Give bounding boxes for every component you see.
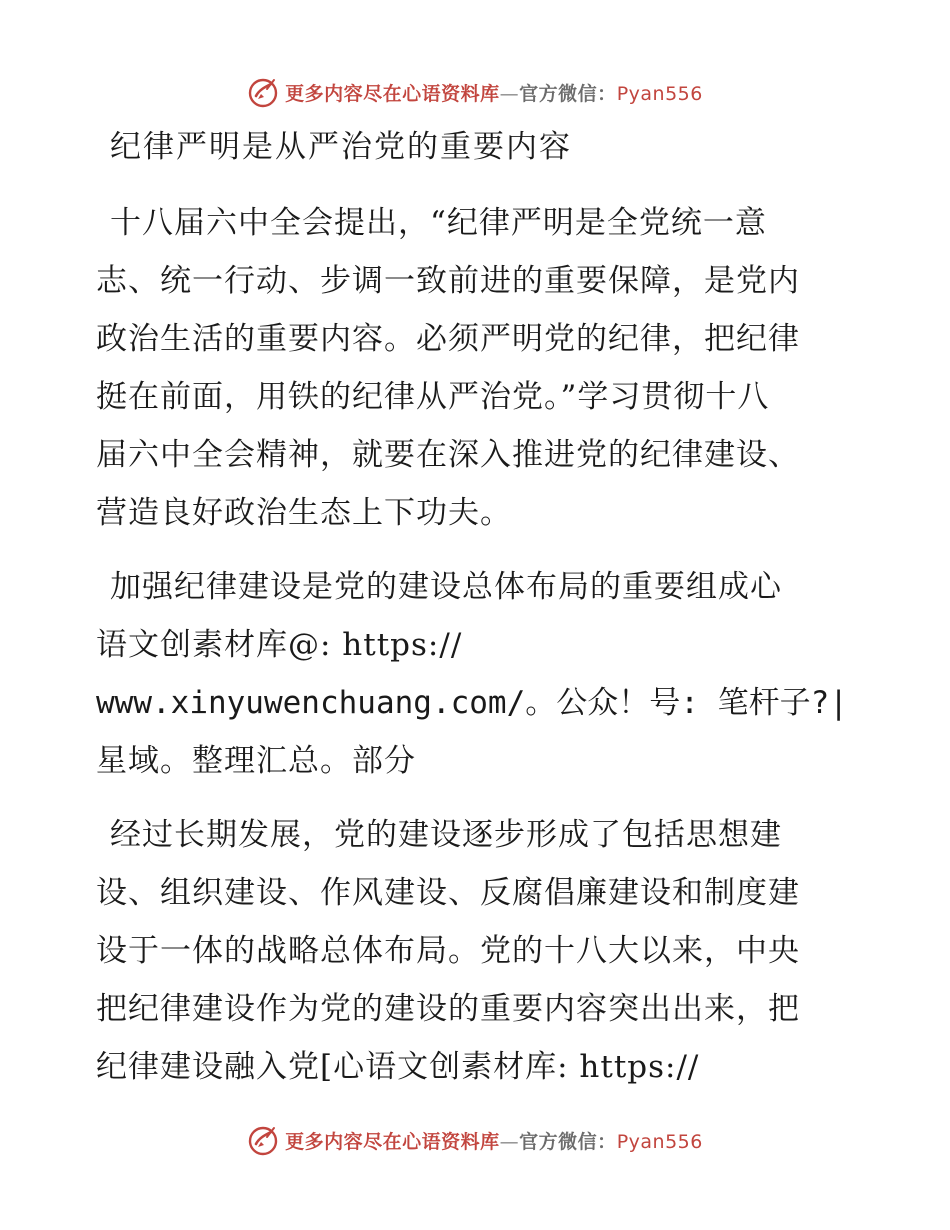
banner-wechat-id: Pyan556: [616, 82, 703, 105]
paragraph-line: 营造良好政治生态上下功夫。: [96, 495, 512, 531]
paragraph-line: 挺在前面，用铁的纪律从严治党。”学习贯彻十八: [96, 379, 770, 415]
banner-text: [285, 1127, 703, 1154]
paragraph-line: 经过长期发展，党的建设逐步形成了包括思想建: [110, 817, 782, 853]
paragraph-line: 设、组织建设、作风建设、反腐倡廉建设和制度建: [96, 875, 800, 911]
banner-dash: —: [499, 82, 520, 105]
paragraph-line: 届六中全会精神，就要在深入推进党的纪律建设、: [96, 437, 800, 473]
paragraph-line: 十八届六中全会提出，“纪律严明是全党统一意: [110, 205, 767, 241]
paragraph-line: 志、统一行动、步调一致前进的重要保障，是党内: [96, 263, 800, 299]
banner-text: [285, 79, 703, 106]
paragraph-line: 设于一体的战略总体布局。党的十八大以来，中央: [96, 933, 800, 969]
paragraph-2: [96, 558, 856, 790]
paragraph-line: 星域。整理汇总。部分: [96, 743, 416, 779]
paragraph-line: 加强纪律建设是党的建设总体布局的重要组成心: [110, 569, 782, 605]
paragraph-line-url: www.xinyuwenchuang.com/。公众！号: 笔杆子?|: [96, 685, 848, 721]
footer-watermark-banner: [0, 1120, 950, 1160]
banner-wechat-id: Pyan556: [616, 1130, 703, 1153]
paragraph-3: [96, 806, 856, 1096]
paragraph-line: 纪律建设融入党[心语文创素材库: https://: [96, 1049, 700, 1085]
book-pen-logo-icon: [247, 1124, 279, 1156]
banner-main-text: 更多内容尽在心语资料库: [285, 1130, 500, 1153]
document-body: [96, 124, 856, 1112]
document-heading: 纪律严明是从严治党的重要内容: [110, 129, 572, 165]
banner-dash: —: [499, 1130, 520, 1153]
banner-official-label: 官方微信：: [519, 82, 617, 105]
paragraph-1: [96, 194, 856, 542]
paragraph-line: 语文创素材库@: https://: [96, 627, 463, 663]
banner-official-label: 官方微信：: [519, 1130, 617, 1153]
header-watermark-banner: [0, 72, 950, 112]
banner-main-text: 更多内容尽在心语资料库: [285, 82, 500, 105]
book-pen-logo-icon: [247, 76, 279, 108]
paragraph-line: 政治生活的重要内容。必须严明党的纪律，把纪律: [96, 321, 800, 357]
paragraph-line: 把纪律建设作为党的建设的重要内容突出出来，把: [96, 991, 800, 1027]
